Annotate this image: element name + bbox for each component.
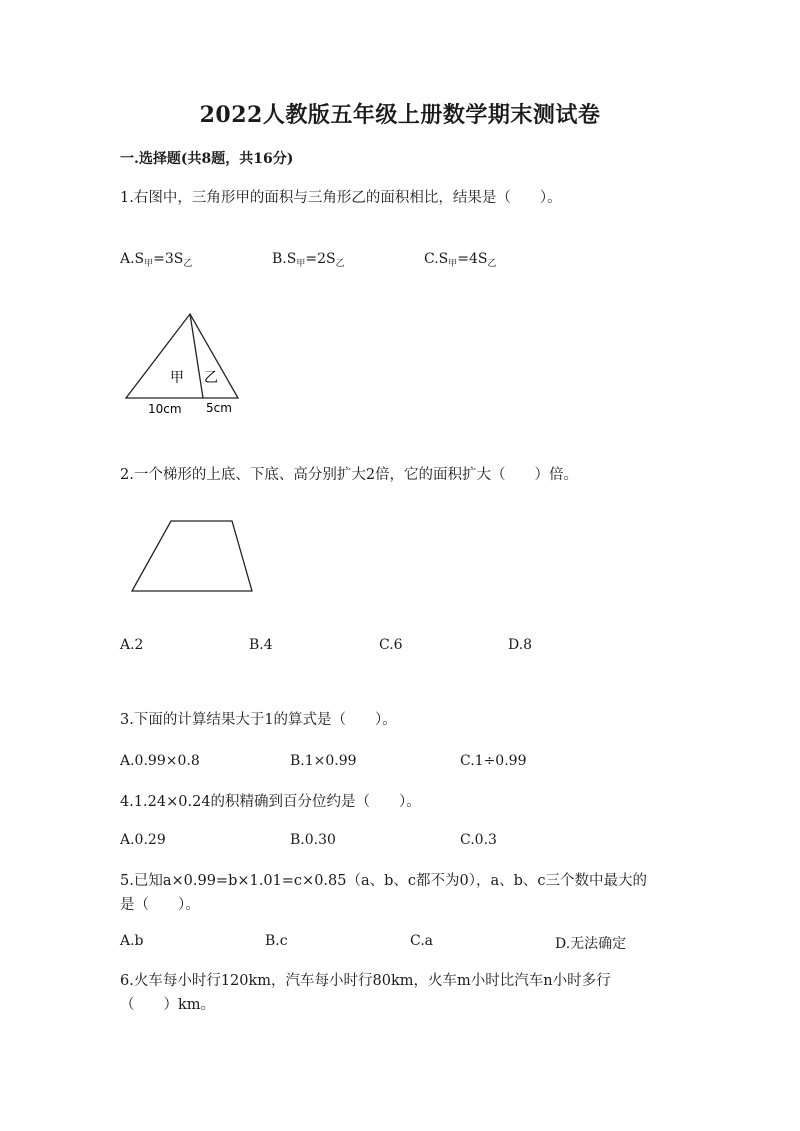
triangle-jia-label: 甲: [170, 370, 184, 386]
question-3-option-a: A.0.99×0.8: [120, 753, 200, 769]
question-4-option-b: B.0.30: [290, 832, 336, 848]
question-5-option-b: B.c: [265, 933, 288, 949]
trapezoid-outline: [132, 521, 252, 591]
question-3-option-b: B.1×0.99: [290, 753, 357, 769]
question-3-option-c: C.1÷0.99: [460, 753, 527, 769]
question-2-option-d: D.8: [508, 637, 533, 653]
question-5-option-c: C.a: [410, 933, 434, 949]
question-2-option-a: A.2: [120, 637, 144, 653]
question-1-option-c: $C.S_甲=4S_乙$: [424, 251, 497, 269]
question-1-stem: 1.右图中，三角形甲的面积与三角形乙的面积相比，结果是（ ）。: [120, 190, 562, 206]
question-2-option-b: B.4: [249, 637, 273, 653]
question-1-option-a: $A.S_甲=3S_乙$: [120, 251, 193, 269]
triangle-figure: [120, 308, 250, 420]
question-2-stem: 2.一个梯形的上底、下底、高分别扩大2倍，它的面积扩大（ ）倍。: [120, 467, 579, 483]
triangle-yi-label: 乙: [204, 370, 218, 386]
question-5-option-d: D.无法确定: [555, 936, 627, 952]
question-4-option-c: C.0.3: [460, 832, 497, 848]
question-4-option-a: A.0.29: [120, 832, 166, 848]
trapezoid-figure: [128, 516, 258, 596]
question-1-option-b: $B.S_甲=2S_乙$: [272, 251, 345, 269]
base-right-length: 5cm: [206, 401, 232, 415]
question-5-option-a: A.b: [120, 933, 144, 949]
page-title: 2022人教版五年级上册数学期末测试卷: [199, 102, 601, 128]
question-4-stem: 4.1.24×0.24的积精确到百分位约是（ ）。: [120, 794, 421, 810]
question-3-stem: 3.下面的计算结果大于1的算式是（ ）。: [120, 712, 397, 728]
section-heading: 一.选择题(共8题，共16分): [120, 151, 294, 167]
question-5-stem: 5.已知a×0.99=b×1.01=c×0.85（a、b、c都不为0），a、b、c三个数中最大的是（ ）。: [120, 873, 648, 913]
question-2-option-c: C.6: [379, 637, 403, 653]
question-6-stem: 6.火车每小时行120km，汽车每小时行80km，火车m小时比汽车n小时多行（ ）km。: [120, 973, 611, 1013]
base-left-length: 10cm: [148, 402, 182, 416]
